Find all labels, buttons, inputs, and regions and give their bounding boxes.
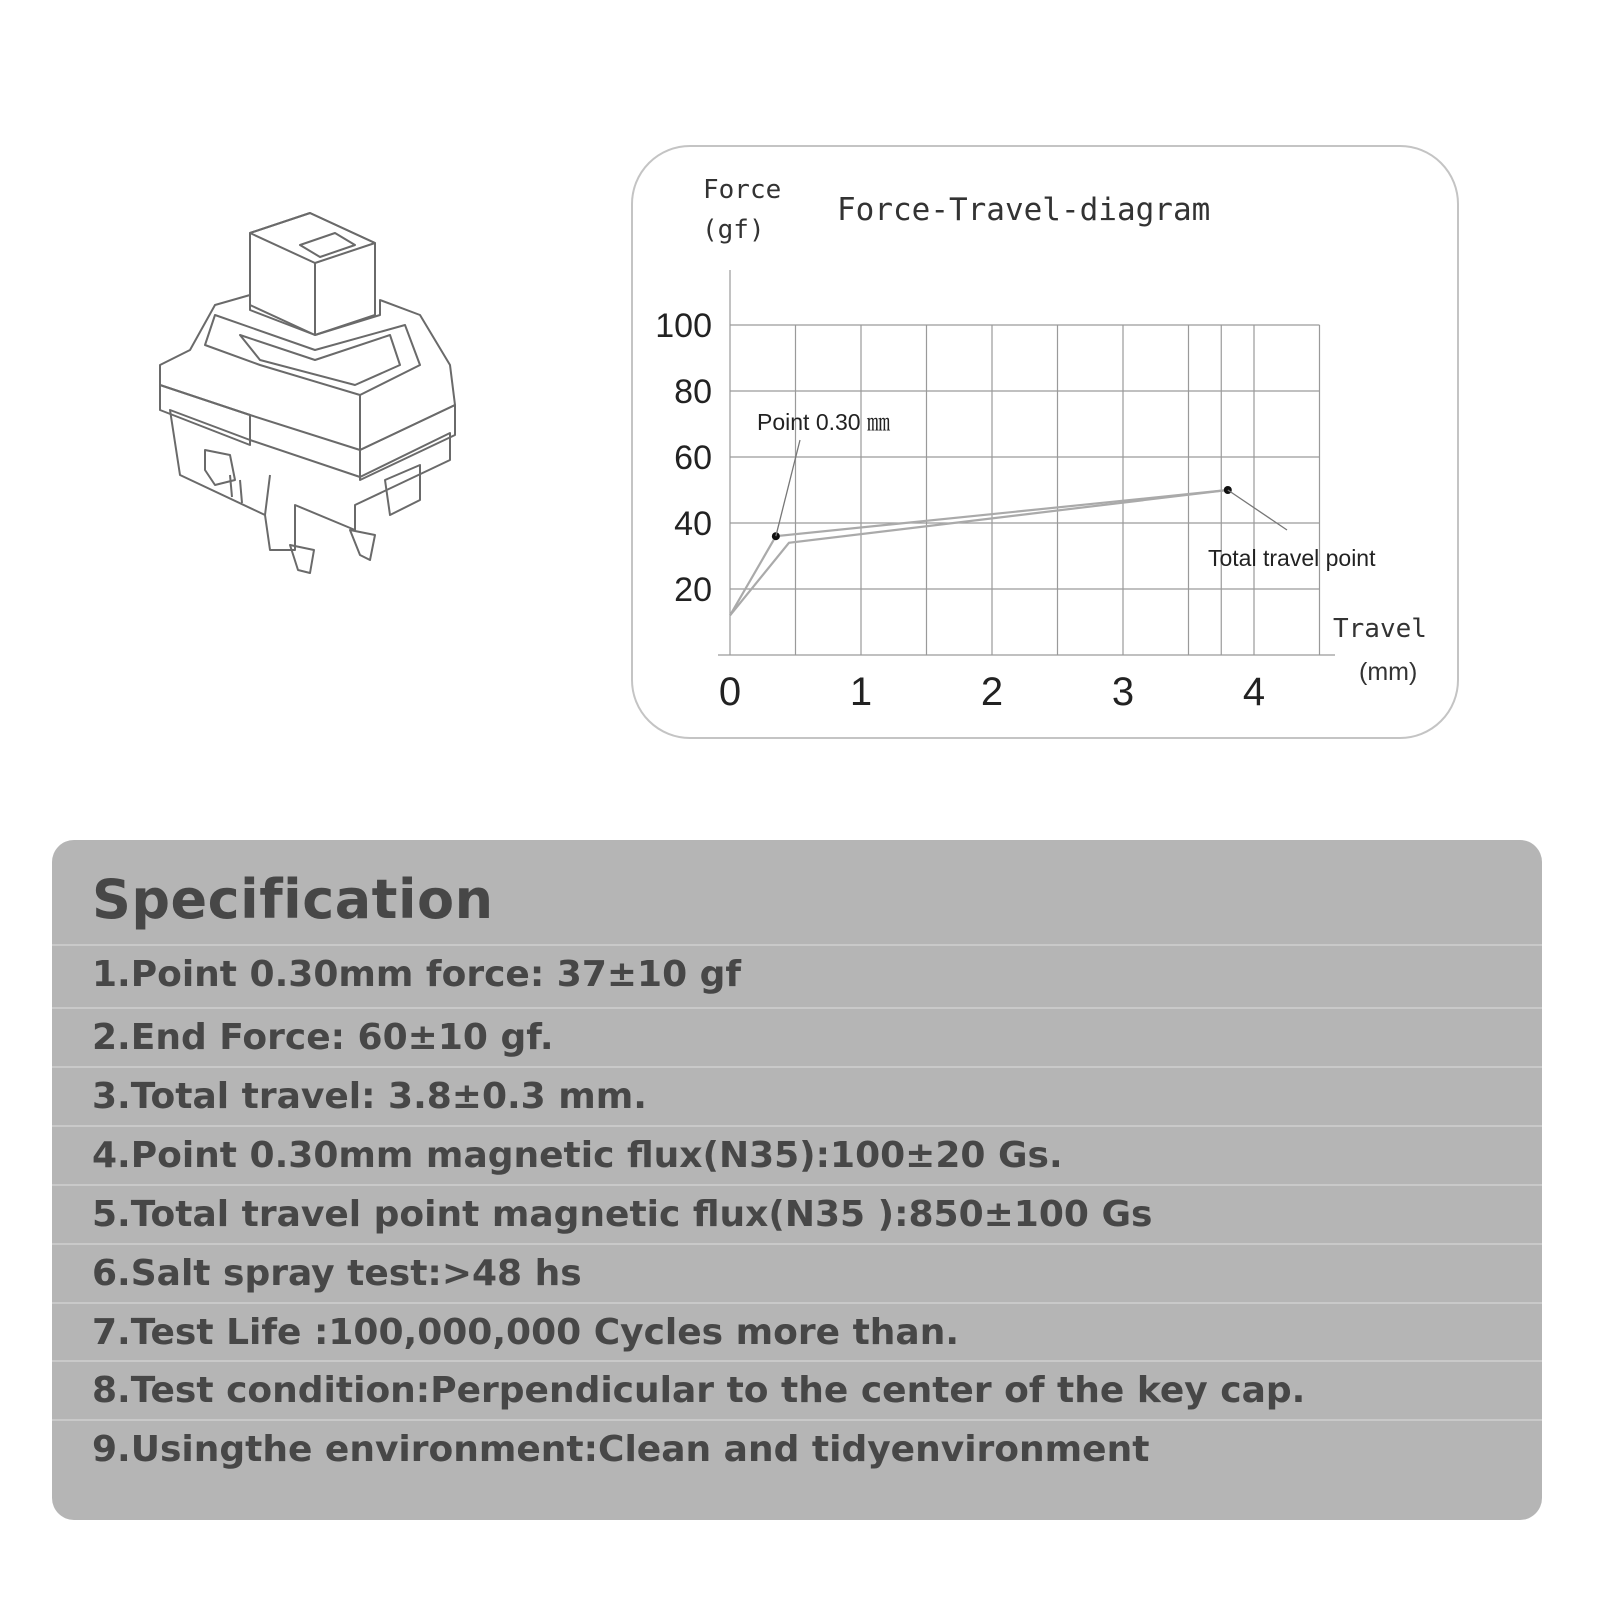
y-axis-unit: (gf) [702,215,765,245]
x-tick-label: 4 [1242,670,1266,714]
spec-item-text: 5.Total travel point magnetic flux(N35 ):850±100 Gs [92,1194,1153,1235]
spec-item-text: 7.Test Life :100,000,000 Cycles more than. [92,1312,960,1353]
spec-item [52,1302,1542,1362]
spec-item [52,1066,1542,1126]
spec-item-text: 3.Total travel: 3.8±0.3 mm. [92,1076,647,1117]
chart-ticks [655,307,1265,714]
chart-series [730,490,1228,615]
x-axis-unit: (mm) [1359,658,1418,686]
spec-item [52,1184,1542,1244]
annotation-point-label: Point 0.30 ㎜ [757,409,890,435]
x-tick-label: 1 [849,670,873,714]
spec-item-text: 9.Usingthe environment:Clean and tidyenvironment [92,1429,1150,1470]
annotation-leader-line [776,440,800,536]
spec-item [52,1360,1542,1420]
y-tick-label: 20 [674,571,712,609]
x-tick-label: 2 [980,670,1004,714]
spec-item [52,1243,1542,1303]
annotation-leader-line [1228,490,1287,530]
x-tick-label: 3 [1111,670,1135,714]
spec-item-text: 6.Salt spray test:>48 hs [92,1253,582,1294]
y-tick-label: 40 [674,505,712,543]
specification-panel [52,840,1542,1520]
chart-grid [718,270,1335,655]
y-tick-label: 60 [674,439,712,477]
spec-item-text: 2.End Force: 60±10 gf. [92,1017,554,1058]
y-axis-label: Force [703,175,782,205]
annotation-total-travel-label: Total travel point [1208,545,1376,571]
spec-item [52,1125,1542,1185]
specification-title: Specification [92,868,494,931]
spec-item-text: 4.Point 0.30mm magnetic flux(N35):100±20 Gs. [92,1135,1063,1176]
force-travel-chart [0,0,1600,760]
y-tick-label: 80 [674,373,712,411]
spec-item-text: 1.Point 0.30mm force: 37±10 gf [92,954,742,995]
spec-item [52,1007,1542,1067]
x-axis-label: Travel [1333,614,1427,644]
y-tick-label: 100 [655,307,712,345]
x-tick-label: 0 [718,670,742,714]
series-line [730,490,1228,615]
chart-annotations [757,409,1376,571]
spec-item [52,1419,1542,1479]
chart-title: Force-Travel-diagram [837,192,1211,228]
spec-item-text: 8.Test condition:Perpendicular to the center of the key cap. [92,1370,1306,1411]
series-line [730,490,1228,615]
spec-item [52,944,1542,1004]
